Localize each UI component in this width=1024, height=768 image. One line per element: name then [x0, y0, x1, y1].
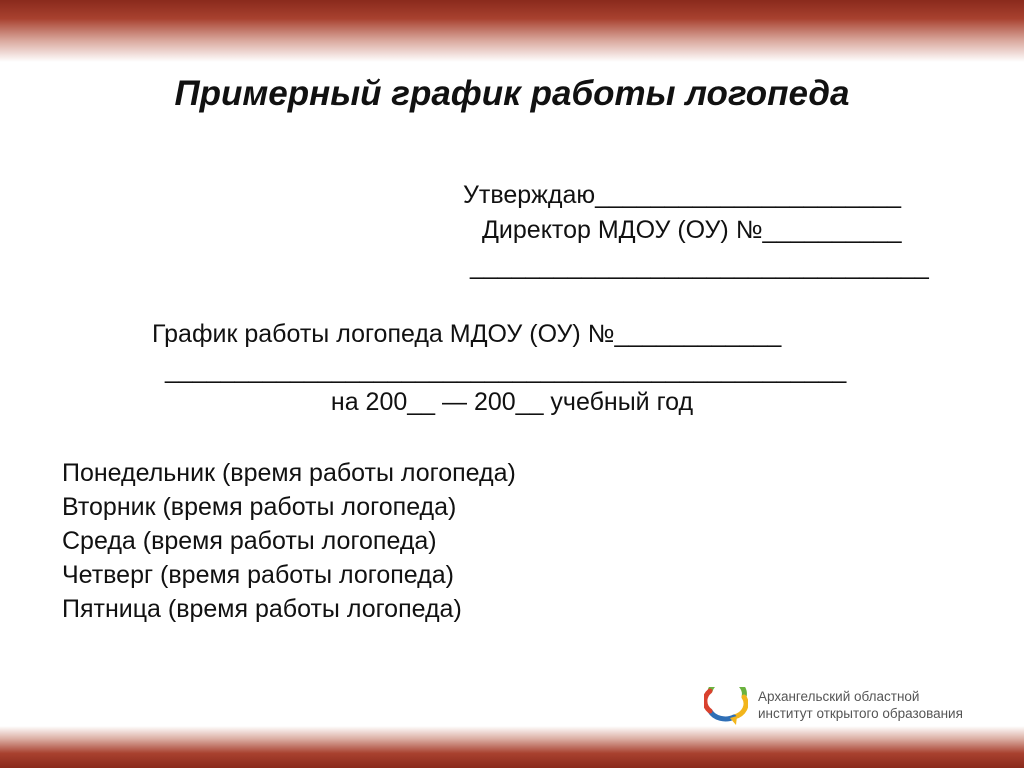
approval-blank-line: _________________________________	[470, 252, 929, 280]
weekday-monday: Понедельник (время работы логопеда)	[62, 459, 516, 487]
schedule-title-line: График работы логопеда МДОУ (ОУ) №____________	[152, 320, 782, 348]
slide-title: Примерный график работы логопеда	[174, 74, 850, 113]
director-line: Директор МДОУ (ОУ) №__________	[482, 216, 902, 244]
logo-caption	[758, 688, 963, 722]
weekday-friday: Пятница (время работы логопеда)	[62, 595, 462, 623]
logo-line-2: институт открытого образования	[758, 706, 963, 721]
institute-logo	[704, 687, 1014, 727]
weekday-tuesday: Вторник (время работы логопеда)	[62, 493, 457, 521]
weekday-list	[62, 456, 516, 626]
speech-bubble-logo-icon	[704, 687, 748, 727]
school-year-line: на 200__ — 200__ учебный год	[330, 388, 694, 416]
logo-line-1: Архангельский областной	[758, 689, 920, 704]
bottom-decorative-band	[0, 726, 1024, 768]
top-decorative-band	[0, 0, 1024, 62]
approval-line: Утверждаю______________________	[463, 181, 901, 209]
weekday-thursday: Четверг (время работы логопеда)	[62, 561, 454, 589]
schedule-blank-line: _________________________________________________	[165, 356, 847, 384]
weekday-wednesday: Среда (время работы логопеда)	[62, 527, 437, 555]
